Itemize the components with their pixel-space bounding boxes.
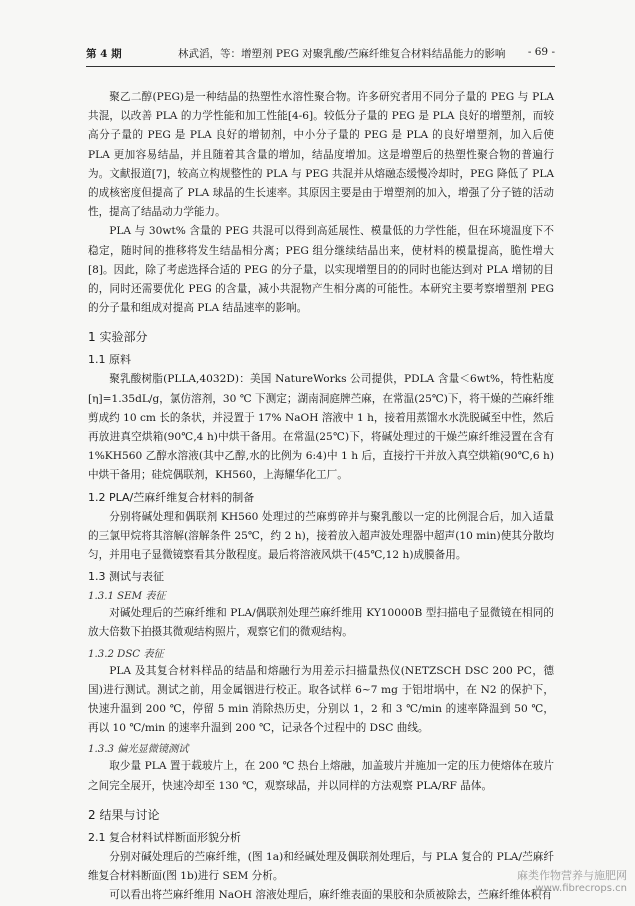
pom-paragraph: 取少量 PLA 置于载玻片上，在 200 ℃ 热台上熔融，加盖玻片并施加一定的压力使熔体在玻片之间完全展开，快速冷却至 130 ℃，观察球晶，并以同样的方法观察 PLA/RF 晶体。 <box>88 760 554 792</box>
subsubsection-heading-sem: 1.3.1 SEM 表征 <box>88 591 166 603</box>
running-header <box>86 40 555 67</box>
watermark-url: www.fibrecrops.cn <box>535 883 627 894</box>
dsc-paragraph: PLA 及其复合材料样品的结晶和熔融行为用差示扫描量热仪(NETZSCH DSC 200 PC，德国)进行测试。测试之前，用金属铟进行校正。取各试样 6~7 mg 于铝坩埚中，在 N2 的保护下，快速升温到 200 ℃，停留 5 min 消除热历史，分别以 1，2 和 3 ℃/min 的速率降温到 50 ℃，再以 10 ℃/min 的速率升温到 200 ℃，记录各个过程中的 DSC 曲线。 <box>88 664 554 735</box>
body-text <box>88 88 554 906</box>
intro-paragraph-1: 聚乙二醇(PEG)是一种结晶的热塑性水溶性聚合物。许多研究者用不同分子量的 PEG 与 PLA 共混，以改善 PLA 的力学性能和加工性能[4-6]。较低分子量的 PEG 是 PLA 良好的增塑剂，而较高分子量的 PEG 是 PLA 良好的增韧剂，中小分子量的 PEG 是 PLA 的良好增塑剂，加入后使 PLA 更加容易结晶，并且随着其含量的增加，结晶度增加。这是增塑后的热塑性聚合物的普遍行为。文献报道[7]，较高立构规整性的 PLA 与 PEG 共混并从熔融态缓慢冷却时，PEG 降低了 PLA 的成核密度但提高了 PLA 球晶的生长速率。其原因主要是由于增塑剂的加入，增强了分子链的活动性，提高了结晶动力学能力。 <box>88 91 554 219</box>
preparation-paragraph: 分别将碱处理和偶联剂 KH560 处理过的苎麻剪碎并与聚乳酸以一定的比例混合后，加入适量的三氯甲烷将其溶解(溶解条件 25℃，约 2 h)，接着放入超声波处理器中超声(10 min)使其分散均匀，并用电子显微镜察看其分散程度。最后将溶液风烘干(45℃,12 h)成膜备用。 <box>88 510 554 562</box>
subsection-heading-materials: 1.1 原料 <box>88 353 131 367</box>
subsubsection-heading-dsc: 1.3.2 DSC 表征 <box>88 648 164 660</box>
section-heading-experimental: 1 实验部分 <box>88 330 148 345</box>
subsubsection-heading-pom: 1.3.3 偏光显微镜测试 <box>88 744 189 756</box>
morphology-paragraph-1: 分别对碱处理后的苎麻纤维，(图 1a)和经碱处理及偶联剂处理后，与 PLA 复合的 PLA/苎麻纤维复合材料断面(图 1b)进行 SEM 分析。 <box>88 850 554 883</box>
materials-paragraph: 聚乳酸树脂(PLLA,4032D)：美国 NatureWorks 公司提供，PDLA 含量＜6wt%，特性粘度 [η]=1.35dL/g，氯仿溶剂，30 ℃ 下测定；湖南洞庭牌苎麻，在常温(25℃)下，将干燥的苎麻纤维剪成约 10 cm 长的条状，并浸置于 17% NaOH 溶液中 1 h，接着用蒸馏水水洗脱碱至中性，然后再放进真空烘箱(90℃,4 h)中烘干备用。在常温(25℃)下，将碱处理过的干燥苎麻纤维浸置在含有 1%KH560 乙醇水溶液(其中乙醇,水的比例为 6:4)中 1 h 后，直接拧干并放入真空烘箱(90℃,6 h)中烘干备用；硅烷偶联剂，KH560，上海耀华化工厂。 <box>88 373 555 482</box>
subsection-heading-morphology: 2.1 复合材料试样断面形貌分析 <box>88 830 241 844</box>
morphology-paragraph-2: 可以看出将苎麻纤维用 NaOH 溶液处理后，麻纤维表面的果胶和杂质被除去，苎麻纤维体积有 <box>109 889 552 902</box>
watermark <box>517 869 627 895</box>
sem-paragraph: 对碱处理后的苎麻纤维和 PLA/偶联剂处理苎麻纤维用 KY10000B 型扫描电子显微镜在相同的放大倍数下拍摄其微观结构照片，观察它们的微观结构。 <box>88 607 554 639</box>
page-number: - 69 - <box>527 46 555 58</box>
issue-number: 第 4 期 <box>86 48 122 60</box>
intro-paragraph-2: PLA 与 30wt% 含量的 PEG 共混可以得到高延展性、模量低的力学性能，但在环境温度下不稳定，随时间的推移将发生结晶相分离；PEG 组分继续结晶出来，使材料的模量提高，脆性增大[8]。因此，除了考虑选择合适的 PEG 的分子量，以实现增塑目的的同时也能达到对 PLA 增韧的目的，同时还需要优化 PEG 的含量，减小共混物产生相分离的可能性。本研究主要考察增塑剂 PEG 的分子量和组成对提高 PLA 结晶速率的影响。 <box>88 225 554 315</box>
section-heading-results: 2 结果与讨论 <box>88 807 160 822</box>
subsection-heading-testing: 1.3 测试与表征 <box>88 570 164 584</box>
subsection-heading-preparation: 1.2 PLA/苎麻纤维复合材料的制备 <box>88 490 255 504</box>
watermark-site-name: 麻类作物营养与施肥网 <box>517 869 627 882</box>
running-title: 林武滔，等：增塑剂 PEG 对聚乳酸/苎麻纤维复合材料结晶能力的影响 <box>178 48 506 60</box>
